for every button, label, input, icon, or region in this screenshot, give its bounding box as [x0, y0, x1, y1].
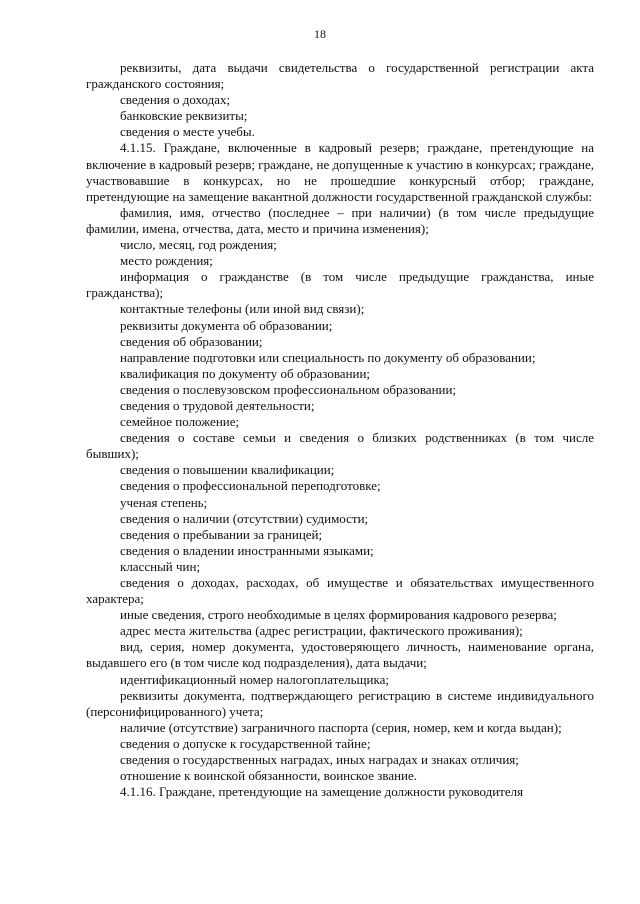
page-number: 18 [314, 27, 326, 41]
paragraph: 4.1.16. Граждане, претендующие на замещение должности руководителя [120, 784, 524, 800]
paragraph: сведения о пребывании за границей; [120, 526, 323, 542]
paragraph: сведения о составе семьи и сведения о близких родственниках (в том числе бывших); [86, 430, 594, 462]
paragraph: место рождения; [120, 253, 213, 269]
paragraph: сведения о допуске к государственной тайне; [120, 735, 371, 751]
paragraph: направление подготовки или специальность по документу об образовании; [120, 349, 536, 365]
paragraph: ученая степень; [120, 494, 208, 510]
paragraph: сведения о доходах; [120, 92, 231, 108]
paragraph: сведения о государственных наградах, иных наградах и знаках отличия; [120, 752, 519, 768]
paragraph: сведения о повышении квалификации; [120, 462, 335, 478]
paragraph: квалификация по документу об образовании; [120, 365, 371, 381]
paragraph: информация о гражданстве (в том числе предыдущие гражданства, иные гражданства); [86, 269, 594, 301]
paragraph: сведения об образовании; [120, 333, 263, 349]
paragraph: отношение к воинской обязанности, воинское звание. [120, 768, 418, 784]
paragraph: 4.1.15. Граждане, включенные в кадровый резерв; граждане, претендующие на включение в кадровый резерв; граждане, не допущенные к участию в конкурсах; граждане, участвовавшие в конкурсах, но не прошедшие конкурсный отбор; граждане, претендующие на замещение вакантной должности государственной гражданской службы: [86, 140, 594, 204]
paragraph: сведения о наличии (отсутствии) судимости; [120, 510, 369, 526]
paragraph: иные сведения, строго необходимые в целях формирования кадрового резерва; [120, 607, 557, 623]
paragraph: сведения о месте учебы. [120, 124, 255, 140]
paragraph: число, месяц, год рождения; [120, 237, 277, 253]
paragraph: сведения о профессиональной переподготовке; [120, 478, 381, 494]
paragraph: семейное положение; [120, 414, 240, 430]
paragraph: вид, серия, номер документа, удостоверяющего личность, наименование органа, выдавшего его (в том числе код подразделения), дата выдачи; [86, 639, 594, 671]
paragraph: реквизиты, дата выдачи свидетельства о государственной регистрации акта гражданского состояния; [86, 60, 594, 92]
paragraph: адрес места жительства (адрес регистрации, фактического проживания); [120, 623, 523, 639]
paragraph: контактные телефоны (или иной вид связи); [120, 301, 365, 317]
paragraph: банковские реквизиты; [120, 108, 248, 124]
paragraph: идентификационный номер налогоплательщика; [120, 671, 389, 687]
paragraph: классный чин; [120, 558, 201, 574]
paragraph: наличие (отсутствие) заграничного паспорта (серия, номер, кем и когда выдан); [120, 719, 562, 735]
paragraph: сведения о доходах, расходах, об имуществе и обязательствах имущественного характера; [86, 575, 594, 607]
paragraph: реквизиты документа, подтверждающего регистрацию в системе индивидуального (персонифицированного) учета; [86, 687, 594, 719]
paragraph: сведения о послевузовском профессиональном образовании; [120, 381, 457, 397]
document-body [86, 60, 594, 800]
paragraph: сведения о владении иностранными языками; [120, 542, 374, 558]
paragraph: фамилия, имя, отчество (последнее – при наличии) (в том числе предыдущие фамилии, имена, отчества, дата, место и причина изменения); [86, 204, 594, 236]
paragraph: сведения о трудовой деятельности; [120, 397, 315, 413]
paragraph: реквизиты документа об образовании; [120, 317, 333, 333]
